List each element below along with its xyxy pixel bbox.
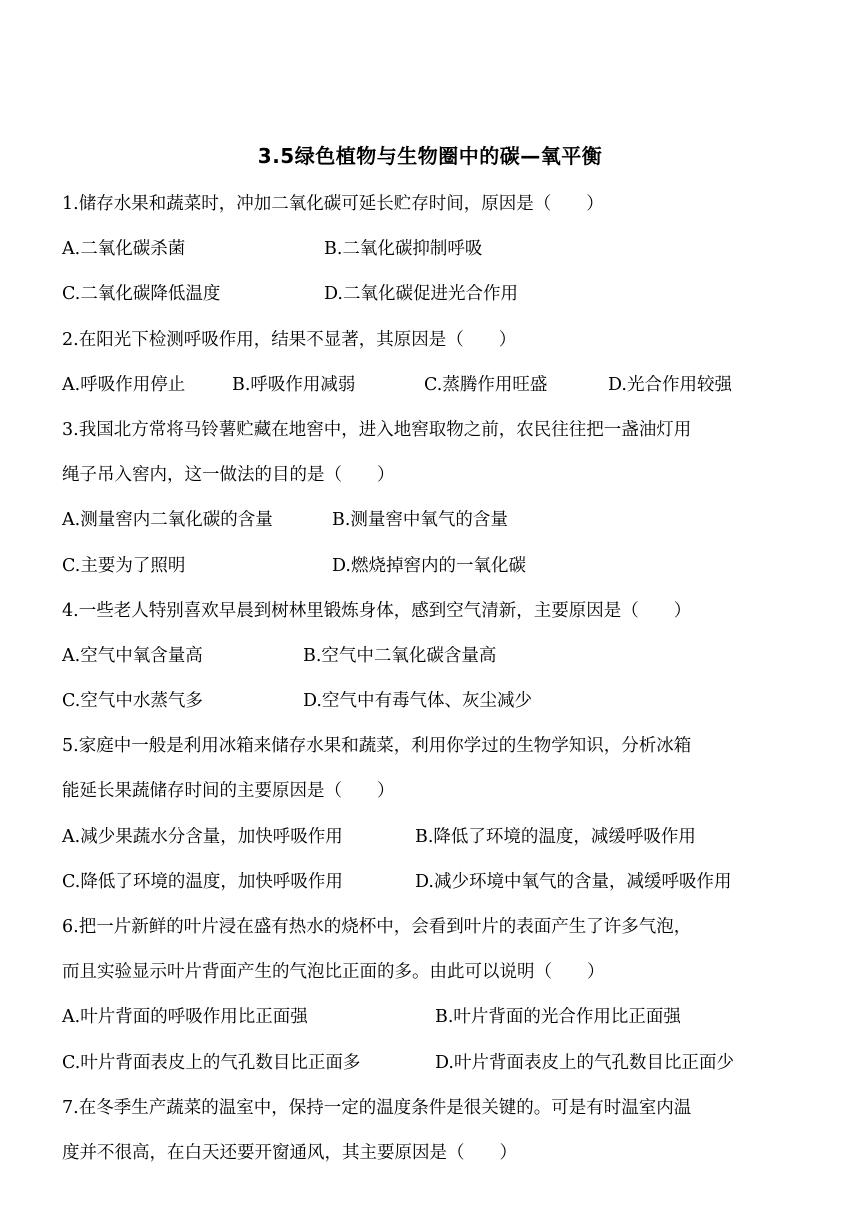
question-5-stem-line-1: 5.家庭中一般是利用冰箱来储存水果和蔬菜，利用你学过的生物学知识，分析冰箱 bbox=[62, 736, 692, 757]
question-3-stem-line-2: 绳子吊入窖内，这一做法的目的是（ ） bbox=[62, 465, 395, 486]
question-2-option-b: B.呼吸作用减弱 bbox=[232, 374, 356, 395]
question-4-option-c: C.空气中水蒸气多 bbox=[62, 691, 203, 712]
question-3-option-a: A.测量窖内二氧化碳的含量 bbox=[62, 510, 273, 531]
question-2-options-row bbox=[62, 363, 802, 408]
question-4-option-d: D.空气中有毒气体、灰尘减少 bbox=[303, 691, 532, 712]
question-5-options-row-1 bbox=[62, 815, 802, 860]
question-4-option-a: A.空气中氧含量高 bbox=[62, 645, 203, 666]
question-4-stem: 4.一些老人特别喜欢早晨到树林里锻炼身体，感到空气清新，主要原因是（ ） bbox=[62, 600, 692, 621]
question-2-option-d: D.光合作用较强 bbox=[608, 374, 732, 395]
question-3-options-row-1 bbox=[62, 498, 802, 543]
question-6-options-row-2 bbox=[62, 1041, 802, 1086]
question-6-option-d: D.叶片背面表皮上的气孔数目比正面少 bbox=[435, 1052, 734, 1073]
question-5-option-c: C.降低了环境的温度，加快呼吸作用 bbox=[62, 871, 343, 892]
question-4-options-row-2 bbox=[62, 679, 802, 724]
question-7-stem-line-2: 度并不很高，在白天还要开窗通风，其主要原因是（ ） bbox=[62, 1142, 517, 1163]
question-6-options-row-1 bbox=[62, 995, 802, 1040]
question-2-option-a: A.呼吸作用停止 bbox=[62, 374, 186, 395]
question-5-stem-line-2: 能延长果蔬储存时间的主要原因是（ ） bbox=[62, 781, 395, 802]
question-5-option-a: A.减少果蔬水分含量，加快呼吸作用 bbox=[62, 826, 343, 847]
question-1-options-row-2 bbox=[62, 272, 802, 317]
question-1-option-d: D.二氧化碳促进光合作用 bbox=[324, 284, 518, 305]
question-3-option-c: C.主要为了照明 bbox=[62, 555, 186, 576]
question-2-option-c: C.蒸腾作用旺盛 bbox=[424, 374, 548, 395]
question-3-stem-line-1: 3.我国北方常将马铃薯贮藏在地窖中，进入地窖取物之前，农民往往把一盏油灯用 bbox=[62, 419, 692, 440]
question-6-option-a: A.叶片背面的呼吸作用比正面强 bbox=[62, 1007, 308, 1028]
question-1-option-c: C.二氧化碳降低温度 bbox=[62, 284, 221, 305]
question-1-option-b: B.二氧化碳抑制呼吸 bbox=[324, 239, 483, 260]
question-5-option-b: B.降低了环境的温度，减缓呼吸作用 bbox=[415, 826, 696, 847]
question-2-stem: 2.在阳光下检测呼吸作用，结果不显著，其原因是（ ） bbox=[62, 329, 517, 350]
question-1-option-a: A.二氧化碳杀菌 bbox=[62, 239, 186, 260]
question-6-option-b: B.叶片背面的光合作用比正面强 bbox=[435, 1007, 681, 1028]
question-3-options-row-2 bbox=[62, 544, 802, 589]
page-title: 3.5绿色植物与生物圈中的碳—氧平衡 bbox=[257, 144, 603, 168]
question-1-stem: 1.储存水果和蔬菜时，冲加二氧化碳可延长贮存时间，原因是（ ） bbox=[62, 194, 604, 214]
question-6-stem-line-2: 而且实验显示叶片背面产生的气泡比正面的多。由此可以说明（ ） bbox=[62, 962, 605, 983]
question-3-option-d: D.燃烧掉窖内的一氧化碳 bbox=[332, 555, 526, 576]
question-5-option-d: D.减少环境中氧气的含量，减缓呼吸作用 bbox=[415, 871, 732, 892]
question-5-options-row-2 bbox=[62, 860, 802, 905]
question-3-option-b: B.测量窖中氧气的含量 bbox=[332, 510, 508, 531]
question-7-stem-line-1: 7.在冬季生产蔬菜的温室中，保持一定的温度条件是很关键的。可是有时温室内温 bbox=[62, 1097, 692, 1118]
question-1-options-row-1 bbox=[62, 227, 802, 272]
question-6-option-c: C.叶片背面表皮上的气孔数目比正面多 bbox=[62, 1052, 361, 1073]
question-4-option-b: B.空气中二氧化碳含量高 bbox=[303, 645, 497, 666]
question-4-options-row-1 bbox=[62, 634, 802, 679]
question-list bbox=[62, 182, 802, 1176]
question-6-stem-line-1: 6.把一片新鲜的叶片浸在盛有热水的烧杯中，会看到叶片的表面产生了许多气泡， bbox=[62, 917, 692, 937]
